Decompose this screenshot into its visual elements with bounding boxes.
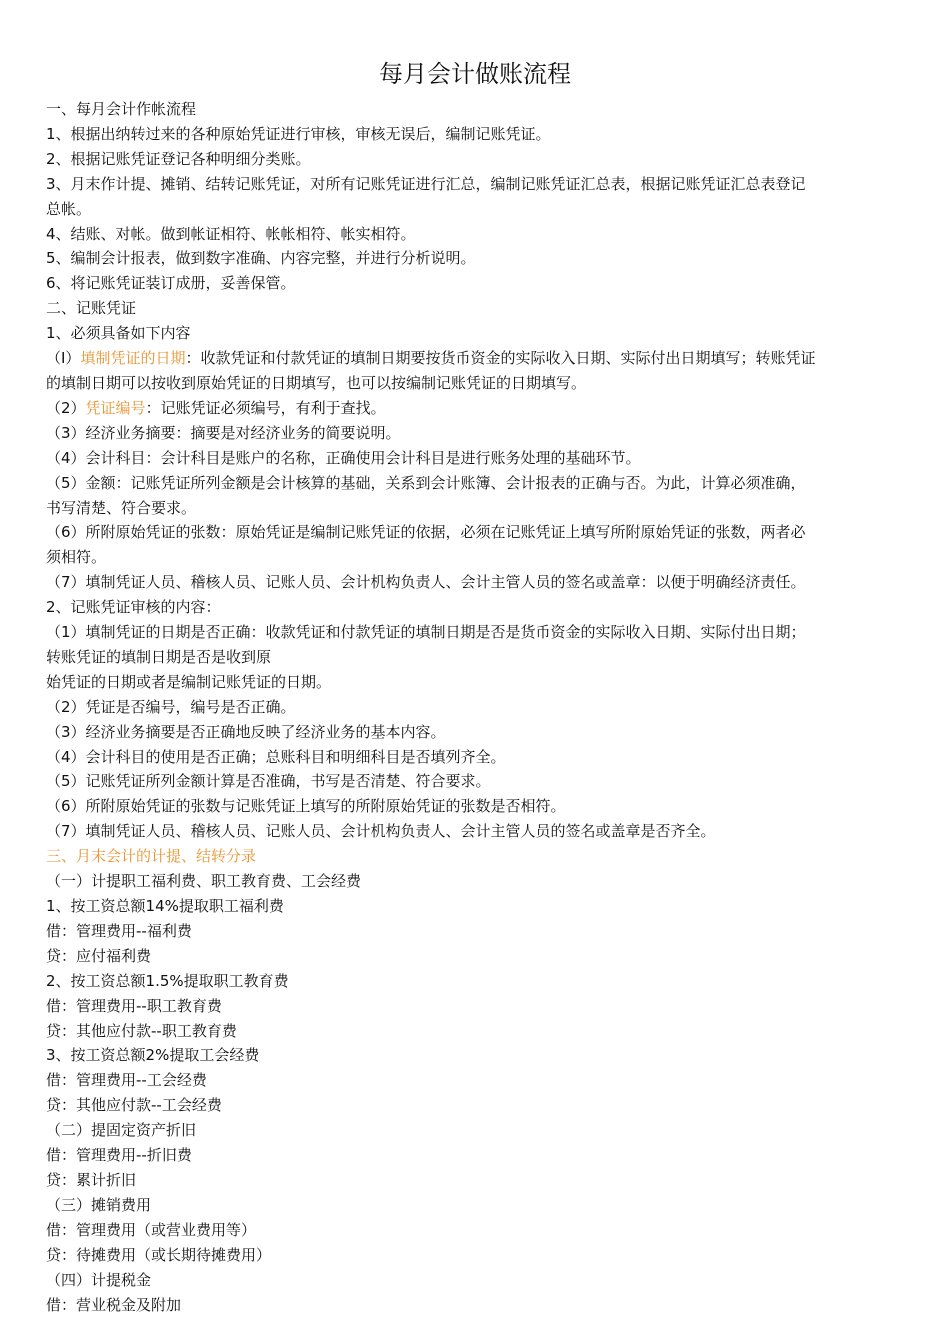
line-text: 1、按工资总额14%提取职工福利费 xyxy=(46,897,284,915)
line-text: （5）金额：记账凭证所列金额是会计核算的基础，关系到会计账簿、会计报表的正确与否。为此，计算必须准确， xyxy=(46,473,806,492)
line-text: （一）计提职工福利费、职工教育费、工会经费 xyxy=(46,872,362,891)
line-text: （三）摊销费用 xyxy=(46,1195,152,1214)
line-text: 转账凭证的填制日期是否是收到原 xyxy=(46,647,272,666)
text-line xyxy=(46,222,910,247)
text-line xyxy=(46,1218,910,1243)
line-text: 的填制日期可以按收到原始凭证的日期填写，也可以按编制记账凭证的日期填写。 xyxy=(46,373,587,392)
text-line xyxy=(46,1143,910,1168)
line-text: 始凭证的日期或者是编制记账凭证的日期。 xyxy=(46,672,332,691)
text-line xyxy=(46,994,910,1019)
line-text: ：记账凭证必须编号，有利于查找。 xyxy=(145,398,386,417)
text-line xyxy=(46,670,910,695)
text-line xyxy=(46,1068,910,1093)
text-line xyxy=(46,97,910,122)
line-text: （6）所附原始凭证的张数与记账凭证上填写的所附原始凭证的张数是否相符。 xyxy=(46,797,566,816)
line-text: 二、记账凭证 xyxy=(46,299,137,318)
line-text: （3）经济业务摘要是否正确地反映了经济业务的基本内容。 xyxy=(46,722,446,741)
line-text: ：收款凭证和付款凭证的填制日期要按货币资金的实际收入日期、实际付出日期填写；转账凭证 xyxy=(185,349,816,368)
line-text: 借：管理费用--工会经费 xyxy=(46,1071,207,1090)
line-text: 借：管理费用--职工教育费 xyxy=(46,996,222,1015)
line-text: 书写清楚、符合要求。 xyxy=(46,498,197,517)
text-line xyxy=(46,645,910,670)
text-line xyxy=(46,396,910,421)
line-text: 6、将记账凭证装订成册，妥善保管。 xyxy=(46,274,296,293)
line-text: 贷：待摊费用（或长期待摊费用） xyxy=(46,1245,272,1264)
text-line xyxy=(46,1268,910,1293)
line-text: （1）填制凭证的日期是否正确：收款凭证和付款凭证的填制日期是否是货币资金的实际收入日期、实际付出日期； xyxy=(46,623,806,642)
text-line xyxy=(46,321,910,346)
text-line xyxy=(46,695,910,720)
text-line xyxy=(46,1019,910,1044)
text-line xyxy=(46,1093,910,1118)
text-line xyxy=(46,894,910,919)
text-line xyxy=(46,595,910,620)
text-line xyxy=(46,819,910,844)
text-line xyxy=(46,197,910,222)
line-text: 3、月末作计提、摊销、结转记账凭证，对所有记账凭证进行汇总，编制记账凭证汇总表，根据记账凭证汇总表登记 xyxy=(46,174,806,193)
text-line xyxy=(46,471,910,496)
text-line xyxy=(46,869,910,894)
line-text: （二）提固定资产折旧 xyxy=(46,1121,197,1140)
text-line xyxy=(46,421,910,446)
text-line xyxy=(46,271,910,296)
line-text: 4、结账、对帐。做到帐证相符、帐帐相符、帐实相符。 xyxy=(46,224,416,243)
page-title: 每月会计做账流程 xyxy=(379,60,571,88)
text-line xyxy=(46,570,910,595)
line-text: 3、按工资总额2%提取工会经费 xyxy=(46,1046,260,1065)
line-prefix: （I） xyxy=(46,349,81,368)
text-line xyxy=(46,944,910,969)
text-line xyxy=(46,147,910,172)
text-line xyxy=(46,844,910,869)
text-line xyxy=(46,545,910,570)
line-text: 1、根据出纳转过来的各种原始凭证进行审核，审核无误后，编制记账凭证。 xyxy=(46,124,551,143)
line-text: （7）填制凭证人员、稽核人员、记账人员、会计机构负责人、会计主管人员的签名或盖章是否齐全。 xyxy=(46,822,716,841)
text-line xyxy=(46,1193,910,1218)
line-prefix: （2） xyxy=(46,398,86,417)
line-text: （6）所附原始凭证的张数：原始凭证是编制记账凭证的依据，必须在记账凭证上填写所附原始凭证的张数，两者必 xyxy=(46,523,806,542)
line-text: 借：管理费用--福利费 xyxy=(46,921,192,940)
text-line xyxy=(46,1293,910,1318)
line-text: 贷：其他应付款--工会经费 xyxy=(46,1096,222,1115)
line-text: （4）会计科目：会计科目是账户的名称，正确使用会计科目是进行账务处理的基础环节。 xyxy=(46,448,641,467)
line-text: 1、必须具备如下内容 xyxy=(46,324,191,343)
line-text: 贷：累计折旧 xyxy=(46,1170,137,1189)
highlight-text: 月末会计的计提、结转分录 xyxy=(76,847,257,866)
highlight-text: 填制凭证的日期 xyxy=(80,349,186,368)
line-text: （5）记账凭证所列金额计算是否准确，书写是否清楚、符合要求。 xyxy=(46,772,491,791)
line-text: 2、根据记账凭证登记各种明细分类账。 xyxy=(46,149,311,168)
line-text: （四）计提税金 xyxy=(46,1270,152,1289)
line-text: （4）会计科目的使用是否正确；总账科目和明细科目是否填列齐全。 xyxy=(46,747,506,766)
line-text: 2、记账凭证审核的内容： xyxy=(46,598,221,617)
line-text: 2、按工资总额1.5%提取职工教育费 xyxy=(46,971,289,990)
text-line xyxy=(46,969,910,994)
text-line xyxy=(46,446,910,471)
text-line xyxy=(46,1168,910,1193)
text-line xyxy=(46,1243,910,1268)
line-text: （2）凭证是否编号，编号是否正确。 xyxy=(46,697,296,716)
line-text: 借：管理费用--折旧费 xyxy=(46,1146,192,1165)
line-text: 贷：应付福利费 xyxy=(46,946,152,965)
line-text: 一、每月会计作帐流程 xyxy=(46,100,197,118)
text-line xyxy=(46,919,910,944)
text-line xyxy=(46,1118,910,1143)
text-line xyxy=(46,172,910,197)
text-line xyxy=(46,496,910,521)
line-text: 贷：其他应付款--职工教育费 xyxy=(46,1021,237,1040)
text-line xyxy=(46,296,910,321)
text-line xyxy=(46,620,910,645)
text-line xyxy=(46,1043,910,1068)
text-line xyxy=(46,720,910,745)
text-line xyxy=(46,520,910,545)
text-line xyxy=(46,745,910,770)
document-body xyxy=(46,97,910,1317)
line-text: 总帐。 xyxy=(46,199,92,218)
line-text: （7）填制凭证人员、稽核人员、记账人员、会计机构负责人、会计主管人员的签名或盖章：以便于明确经济责任。 xyxy=(46,573,806,592)
text-line xyxy=(46,346,910,371)
highlight-text: 凭证编号 xyxy=(85,398,146,417)
line-prefix: 三、 xyxy=(46,847,77,866)
line-text: 须相符。 xyxy=(46,548,107,567)
line-text: 5、编制会计报表，做到数字准确、内容完整，并进行分析说明。 xyxy=(46,249,476,268)
text-line xyxy=(46,246,910,271)
line-text: 借：管理费用（或营业费用等） xyxy=(46,1220,257,1239)
text-line xyxy=(46,122,910,147)
text-line xyxy=(46,371,910,396)
text-line xyxy=(46,794,910,819)
line-text: 借：营业税金及附加 xyxy=(46,1295,182,1314)
line-text: （3）经济业务摘要：摘要是对经济业务的简要说明。 xyxy=(46,423,401,442)
text-line xyxy=(46,769,910,794)
